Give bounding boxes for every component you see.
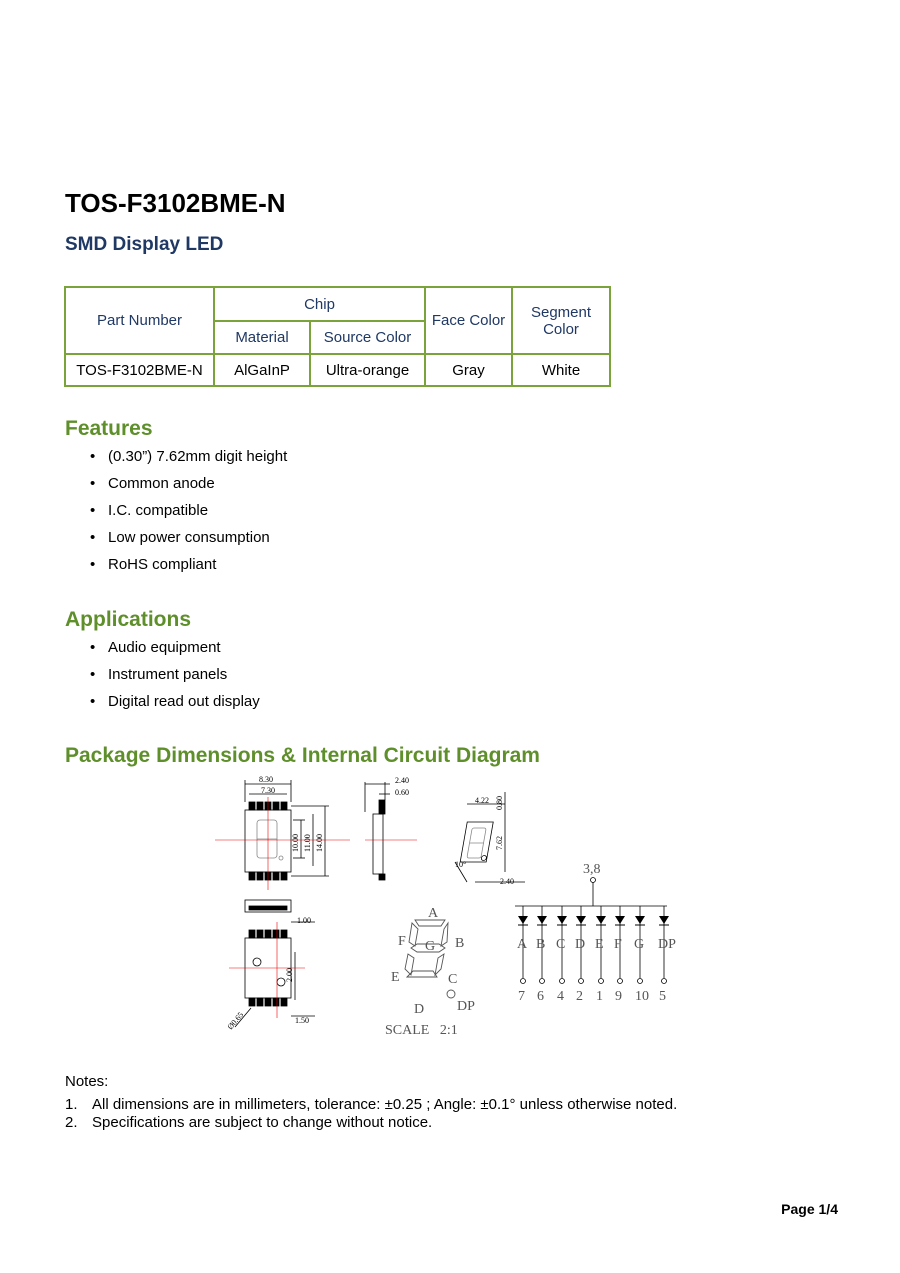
- segment-label: A: [428, 906, 439, 921]
- angled-view: [460, 822, 493, 862]
- applications-heading: Applications: [65, 608, 192, 631]
- segment-label: C: [448, 972, 458, 987]
- dimension-labels: [226, 775, 514, 1031]
- cell-material: AlGaInP: [214, 354, 310, 386]
- diode-branch: [614, 906, 625, 1004]
- bottom-view-pins-top: [249, 930, 287, 938]
- circuit-diodes: [517, 906, 676, 1004]
- circuit-label: C: [556, 937, 566, 952]
- circuit-label: G: [634, 937, 645, 952]
- cell-part-number: TOS-F3102BME-N: [65, 354, 214, 386]
- pin-number: 4: [557, 989, 564, 1004]
- dim-label: 8.30: [259, 775, 273, 784]
- list-item: • Instrument panels: [90, 666, 260, 693]
- th-part-number: Part Number: [65, 287, 214, 354]
- segment-labels: [385, 862, 601, 1038]
- bottom-view-pins-bottom: [249, 998, 287, 1006]
- pin-number: 10: [635, 989, 649, 1004]
- dim-label: 4.22: [475, 796, 489, 805]
- pin-number: 7: [518, 989, 525, 1004]
- package-heading: Package Dimensions & Internal Circuit Diagram: [65, 744, 540, 767]
- dim-label: 2.40: [500, 877, 514, 886]
- segment-label: DP: [457, 999, 475, 1014]
- list-item: • I.C. compatible: [90, 502, 287, 529]
- circuit-label: F: [614, 937, 622, 952]
- dim-label: 11.00: [303, 834, 312, 852]
- dim-label: 14.00: [315, 834, 324, 852]
- dim-label: 0.60: [395, 788, 409, 797]
- cell-segment-color: White: [512, 354, 610, 386]
- segment-label: F: [398, 934, 406, 949]
- dim-label: 7.30: [261, 786, 275, 795]
- diode-branch: [595, 906, 606, 1004]
- pin-number: 2: [576, 989, 583, 1004]
- applications-list: [90, 639, 260, 720]
- dim-label: 1.00: [297, 916, 311, 925]
- diode-branch: [634, 906, 649, 1004]
- features-heading: Features: [65, 417, 153, 440]
- circuit-label: DP: [658, 937, 676, 952]
- list-item: • Audio equipment: [90, 639, 260, 666]
- th-segment-color: Segment Color: [512, 287, 610, 354]
- common-pins-label: 3,8: [583, 862, 601, 877]
- page-number: Page 1/4: [781, 1201, 838, 1217]
- list-item: • (0.30”) 7.62mm digit height: [90, 448, 287, 475]
- segment-label: G: [425, 939, 436, 954]
- dim-label: 10°: [455, 860, 467, 869]
- dim-label: 0.80: [495, 796, 504, 810]
- spec-table: [64, 286, 611, 387]
- pin-number: 6: [537, 989, 544, 1004]
- diode-branch: [658, 906, 676, 1004]
- pin-number: 5: [659, 989, 666, 1004]
- th-source-color: Source Color: [310, 321, 425, 354]
- diode-branch: [536, 906, 547, 1004]
- dim-label: 2.00: [285, 968, 294, 982]
- features-list: [90, 448, 287, 583]
- dim-label: 7.62: [495, 836, 504, 850]
- pin-number: 1: [596, 989, 603, 1004]
- list-item: • Common anode: [90, 475, 287, 502]
- note-item: 2. Specifications are subject to change without notice.: [65, 1114, 433, 1131]
- diode-branch: [575, 906, 586, 1004]
- diode-branch: [556, 906, 567, 1004]
- page-subtitle: SMD Display LED: [65, 234, 224, 255]
- notes-title: Notes:: [65, 1073, 109, 1090]
- th-chip: Chip: [214, 287, 425, 321]
- page-title: TOS-F3102BME-N: [65, 188, 286, 218]
- segment-label: B: [455, 936, 465, 951]
- notes-list: [65, 1096, 677, 1132]
- pin-number: 9: [615, 989, 622, 1004]
- th-face-color: Face Color: [425, 287, 512, 354]
- dim-label: 1.50: [295, 1016, 309, 1025]
- note-item: 1. All dimensions are in millimeters, tolerance: ±0.25 ; Angle: ±0.1° unless otherwise noted.: [65, 1096, 678, 1113]
- segment-label: E: [391, 970, 400, 985]
- dim-label: 2.40: [395, 776, 409, 785]
- circuit-label: B: [536, 937, 546, 952]
- cell-face-color: Gray: [425, 354, 512, 386]
- dim-label: 10.00: [291, 834, 300, 852]
- cell-source-color: Ultra-orange: [310, 354, 425, 386]
- dim-label: Ø0.65: [225, 1010, 246, 1032]
- list-item: • Digital read out display: [90, 693, 260, 720]
- diode-branch: [517, 906, 528, 1004]
- scale-label: SCALE 2:1: [385, 1023, 458, 1038]
- list-item: • RoHS compliant: [90, 556, 287, 583]
- th-material: Material: [214, 321, 310, 354]
- package-diagram: [205, 772, 685, 1042]
- circuit-label: E: [595, 937, 604, 952]
- circuit-label: A: [517, 937, 528, 952]
- circuit-label: D: [575, 937, 586, 952]
- segment-label: D: [414, 1002, 425, 1017]
- list-item: • Low power consumption: [90, 529, 287, 556]
